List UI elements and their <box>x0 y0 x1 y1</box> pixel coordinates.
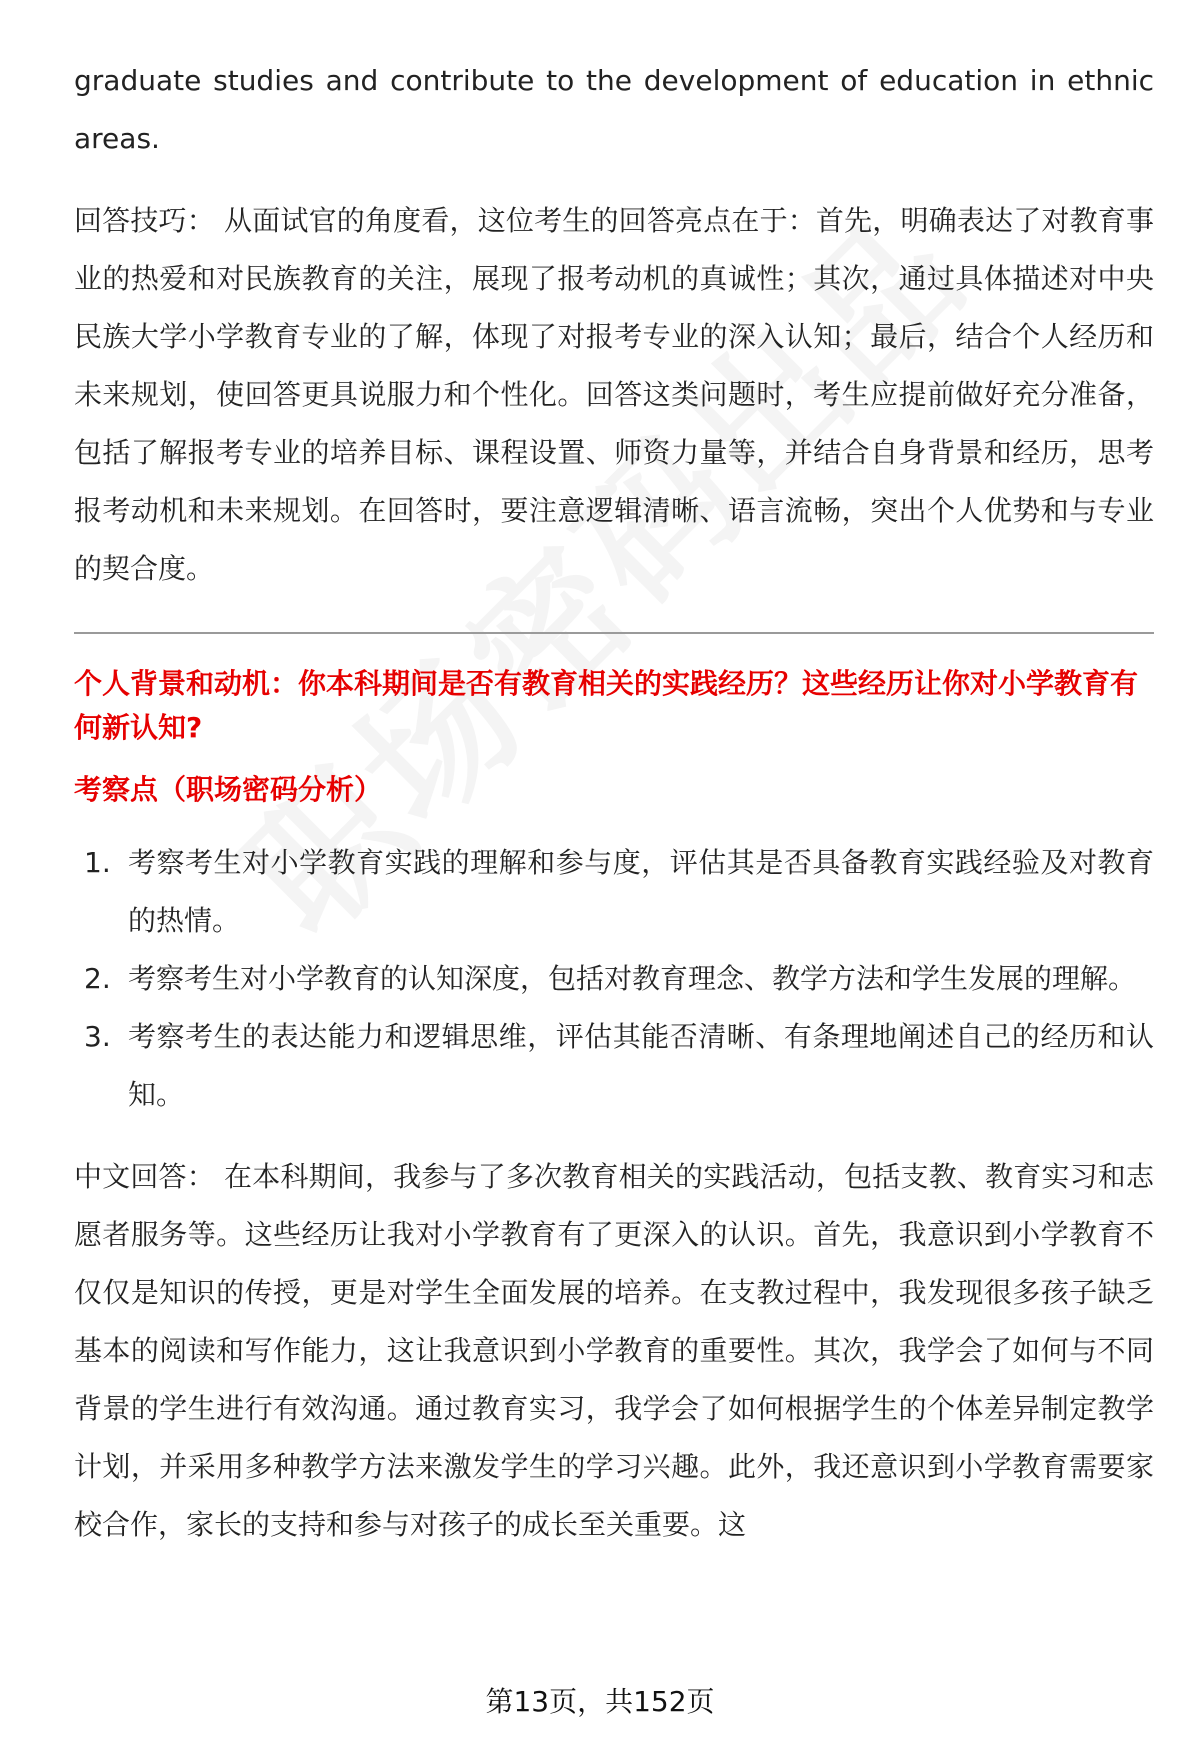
list-item-number: 1. <box>84 846 111 879</box>
answer-label: 中文回答： <box>74 1160 215 1193</box>
spacer <box>74 1124 1154 1148</box>
intro-paragraph: graduate studies and contribute to the development of education in ethnic areas. <box>74 64 1154 155</box>
list-item-text: 考察考生对小学教育的认知深度，包括对教育理念、教学方法和学生发展的理解。 <box>128 962 1137 995</box>
tips-label: 回答技巧： <box>74 204 215 237</box>
list-item <box>74 1008 1154 1124</box>
page-number: 第13页，共152页 <box>485 1685 715 1718</box>
analysis-list <box>74 834 1154 1124</box>
analysis-heading: 考察点（职场密码分析） <box>74 773 383 806</box>
tips-paragraph <box>74 192 1154 598</box>
list-item-number: 2. <box>84 962 111 995</box>
spacer <box>74 168 1154 192</box>
spacer <box>74 598 1154 632</box>
answer-paragraph <box>74 1148 1154 1554</box>
list-item <box>74 950 1154 1008</box>
list-item-text: 考察考生对小学教育实践的理解和参与度，评估其是否具备教育实践经验及对教育的热情。 <box>128 846 1154 937</box>
tips-text: 从面试官的角度看，这位考生的回答亮点在于：首先，明确表达了对教育事业的热爱和对民族教育的关注，展现了报考动机的真诚性；其次，通过具体描述对中央民族大学小学教育专业的了解，体现了对报考专业的深入认知；最后，结合个人经历和未来规划，使回答更具说服力和个性化。回答这类问题时，考生应提前做好充分准备，包括了解报考专业的培养目标、课程设置、师资力量等，并结合自身背景和经历，思考报考动机和未来规划。在回答时，要注意逻辑清晰、语言流畅，突出个人优势和与专业的契合度。 <box>74 204 1154 585</box>
list-item <box>74 834 1154 950</box>
spacer <box>74 750 1154 768</box>
document-page <box>74 52 1154 1554</box>
list-item-number: 3. <box>84 1020 111 1053</box>
spacer <box>74 812 1154 834</box>
question-heading: 个人背景和动机：你本科期间是否有教育相关的实践经历？这些经历让你对小学教育有何新认知? <box>74 667 1139 744</box>
list-item-text: 考察考生的表达能力和逻辑思维，评估其能否清晰、有条理地阐述自己的经历和认知。 <box>128 1020 1154 1111</box>
spacer <box>74 634 1154 662</box>
answer-text: 在本科期间，我参与了多次教育相关的实践活动，包括支教、教育实习和志愿者服务等。这些经历让我对小学教育有了更深入的认识。首先，我意识到小学教育不仅仅是知识的传授，更是对学生全面发展的培养。在支教过程中，我发现很多孩子缺乏基本的阅读和写作能力，这让我意识到小学教育的重要性。其次，我学会了如何与不同背景的学生进行有效沟通。通过教育实习，我学会了如何根据学生的个体差异制定教学计划，并采用多种教学方法来激发学生的学习兴趣。此外，我还意识到小学教育需要家校合作，家长的支持和参与对孩子的成长至关重要。这 <box>74 1160 1154 1541</box>
